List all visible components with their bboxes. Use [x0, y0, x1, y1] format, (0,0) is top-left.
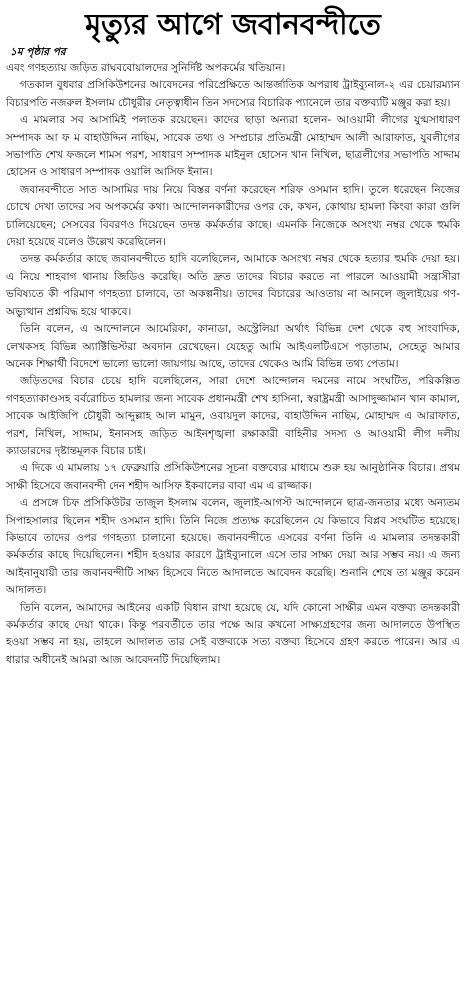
article-paragraph: জবানবন্দীতে সাত আসামির দায় নিয়ে বিস্তর বর্ণনা করেছেন শরিফ ওসমান হাদি। তুলে ধরেছেন নিজের চোখে দেখা তাদের সব অপকর্মের কথা। আন্দোলনকারীদের ওপর কে, কখন, কোথায় হামলা কিংবা কারা গুলি চালিয়েছেন; সেসবের বিবরণও দিয়েছেন তদন্ত কর্মকর্তার কাছে। এমনকি নিজেকে অসংখ্য নম্বর থেকে হুমকি দেয়া হয়েছে বলেও উল্লেখ করেছিলেন।	[6, 183, 460, 249]
article-paragraph: এ দিকে এ মামলায় ১৭ ফেব্রুয়ারি প্রসিকিউশনের সূচনা বক্তব্যের মাধ্যমে শুরু হয় আনুষ্ঠানিক বিচার। প্রথম সাক্ষী হিসেবে জবানবন্দী দেন শহীদ আসিফ ইকবালের বাবা এম এ রাজ্জাক।	[6, 462, 460, 492]
headline: মৃত্যুর আগে জবানবন্দীতে	[85, 7, 381, 41]
article-paragraph: তিনি বলেন, এ আন্দোলনে আমেরিকা, কানাডা, অস্ট্রেলিয়া অর্থাৎ বিভিন্ন দেশ থেকে বহু সাংবাদিক, লেখকসহ বিভিন্ন অ্যাক্টিভিস্টরা অবদান রেখেছেন। যেহেতু আমি আইএলটিএসে পড়াতাম, সেহেতু আমার অনেক শিক্ষার্থী বিদেশে ভালো ভালো জায়গায় আছে, তাদের থেকেও আমি বিভিন্ন তথ্য পেতাম।	[6, 323, 460, 370]
article-paragraph: এ প্রসঙ্গে চিফ প্রসিকিউটর তাজুল ইসলাম বলেন, জুলাই-আগস্ট আন্দোলনে ছাত্র-জনতার মধ্যে অন্যতম সিপাহসালার ছিলেন শহীদ ওসমান হাদি। তিনি নিজে প্রত্যক্ষ করেছিলেন যে কিভাবে বিপ্লব সংঘটিত হয়েছে। কিভাবে তাদের ওপর গণহত্যা চালানো হয়েছে। জবানবন্দীতে এসবের বর্ণনা তিনি এ মামলার তদন্তকারী কর্মকর্তার কাছে দিয়েছিলেন। শহীদ হওয়ার কারণে ট্রাইব্যুনালে এসে তার সাক্ষ্য দেয়া আর সম্ভব নয়। এ জন্য আইনানুযায়ী তার জবানবন্দীটি সাক্ষ্য হিসেবে নিতে আদালতে আবেদন করেছি। শুনানি শেষে তা মঞ্জুর করেন আদালত।	[6, 497, 460, 597]
article-body	[6, 60, 460, 669]
article-paragraph: জড়িতদের বিচার চেয়ে হাদি বলেছিলেন, সারা দেশে আন্দোলন দমনের নামে সংঘটিত, পরিকল্পিত গণহত্যাকাণ্ডসহ বর্বরোচিত হামলার জন্য সাবেক প্রধানমন্ত্রী শেখ হাসিনা, স্বরাষ্ট্রমন্ত্রী আসাদুজ্জামান খান কামাল, সাবেক আইজিপি চৌধুরী আব্দুল্লাহ আল মামুন, ওবায়দুল কাদের, বাহাউদ্দিন নাছিম, মোহাম্মদ এ আরাফাত, পরশ, নিখিল, সাদ্দাম, ইনানসহ জড়িত আইনশৃঙ্খলা রক্ষাকারী বাহিনীর সদস্য ও আওয়ামী লীগ দলীয় ক্যাডারদের দৃষ্টান্তমূলক বিচার চাই।	[6, 375, 460, 457]
article-paragraph: এ মামলার সব আসামিই পলাতক রয়েছেন। কাদের ছাড়া অন্যরা হলেন- আওয়ামী লীগের যুগ্মসাধারণ সম্পাদক আ ফ ম বাহাউদ্দিন নাছিম, সাবেক তথ্য ও সম্প্রচার প্রতিমন্ত্রী মোহাম্মদ আলী আরাফাত, যুবলীগের সভাপতি শেখ ফজলে শামস পরশ, সাধারণ সম্পাদক মাইনুল হোসেন খান নিখিল, ছাত্রলীগের সভাপতি সাদ্দাম হোসেন ও সাধারণ সম্পাদক ওয়ালি আসিফ ইনান।	[6, 114, 460, 179]
article-paragraph: তদন্ত কর্মকর্তার কাছে জবানবন্দীতে হাদি বলেছিলেন, আমাকে অসংখ্য নম্বর থেকে হত্যার হুমকি দেয়া হয়। এ নিয়ে শাহবাগ থানায় জিডিও করেছি। অতি দ্রুত তাদের বিচার করতে না পারলে আওয়ামী সন্ত্রাসীরা ভবিষ্যতে কী পরিমাণ গণহত্যা চালাবে, তা অকল্পনীয়। তাদের বিচারের আওতায় না আনলে জুলাইয়ের গণ-অভ্যুত্থান প্রশ্নবিদ্ধ হয়ে থাকবে।	[6, 253, 460, 318]
article-paragraph: গতকাল বুধবার প্রসিকিউশনের আবেদনের পরিপ্রেক্ষিতে আন্তর্জাতিক অপরাধ ট্রাইব্যুনাল-২ এর চেয়ারম্যান বিচারপতি নজরুল ইসলাম চৌধুরীর নেতৃত্বাধীন তিন সদস্যের বিচারিক প্যানেলে তার বক্তব্যটি মঞ্জুর করা হয়।	[6, 79, 460, 109]
continued-from-label: ১ম পৃষ্ঠার পর	[10, 46, 66, 58]
article-paragraph: তিনি বলেন, আমাদের আইনের একটি বিধান রাখা হয়েছে যে, যদি কোনো সাক্ষীর এমন বক্তব্য তদন্তকারী কর্মকর্তার কাছে দেয়া থাকে। কিন্তু পরবর্তীতে তার পক্ষে আর কখনো সাক্ষ্যগ্রহণের জন্য আদালতে উপস্থিত হওয়া সম্ভব না হয়, তাহলে আদালত তার সেই বক্তব্যকে সত্য বক্তব্য হিসেবে গ্রহণ করতে পারেন। আর এ ধারার অধীনেই আমরা আজ আবেদনটি দিয়েছিলাম।	[6, 601, 460, 666]
article-paragraph: এবং গণহত্যায় জড়িত রাঘববোয়ালদের সুনির্দিষ্ট অপকর্মের খতিয়ান।	[6, 62, 286, 74]
